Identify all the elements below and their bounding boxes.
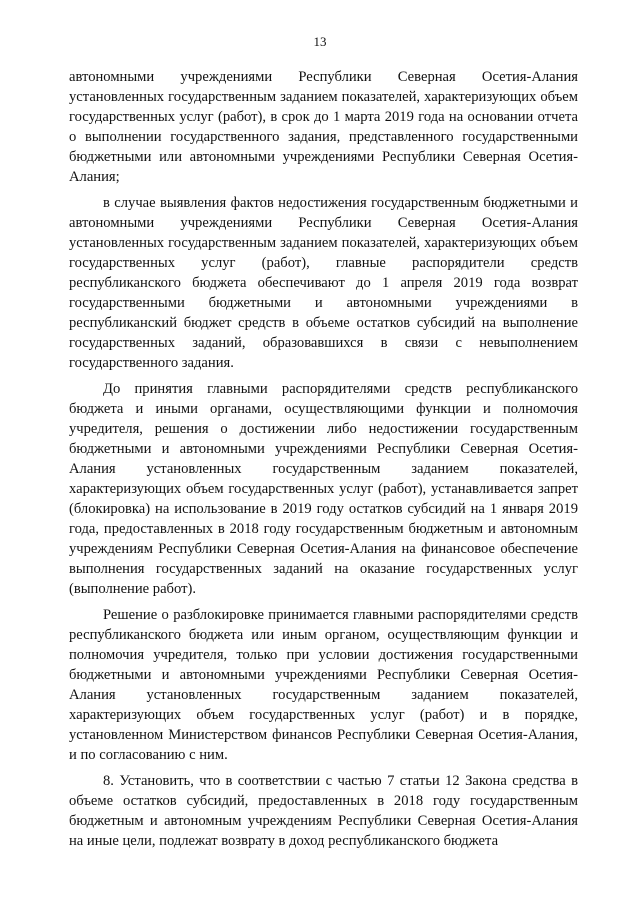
paragraph-5: 8. Установить, что в соответствии с частью 7 статьи 12 Закона средства в объеме остатков субсидий, предоставленных в 2018 году государственным бюджетным и автономным учреждениям Республики Северная Осетия-Алания на иные цели, подлежат возврату в доход республиканского бюджета: [69, 773, 578, 849]
paragraph-1: автономными учреждениями Республики Северная Осетия-Алания установленных государственным заданием показателей, характеризующих объем государственных услуг (работ), в срок до 1 марта 2019 года на основании отчета о выполнении государственного задания, представленного государственными бюджетными или автономными учреждениями Республики Северная Осетия-Алания;: [69, 69, 578, 185]
paragraph-4: Решение о разблокировке принимается главными распорядителями средств республиканского бюджета или иным органом, осуществляющим функции и полномочия учредителя, только при условии достижения государственными бюджетными и автономными учреждениями Республики Северная Осетия-Алания установленных государственным заданием показателей, характеризующих объем государственных услуг (работ) и в порядке, установленном Министерством финансов Республики Северная Осетия-Алания, и по согласованию с ним.: [69, 607, 578, 763]
paragraph-2: в случае выявления фактов недостижения государственным бюджетными и автономными учреждениями Республики Северная Осетия-Алания установленных государственным заданием показателей, характеризующих объем государственных услуг (работ), главные распорядители средств республиканского бюджета обеспечивают до 1 апреля 2019 года возврат государственными бюджетными и автономными учреждениями в республиканский бюджет средств в объеме остатков субсидий на выполнение государственных заданий, образовавшихся в связи с невыполнением государственного задания.: [69, 195, 578, 371]
page-number: 13: [313, 34, 327, 49]
paragraph-3: До принятия главными распорядителями средств республиканского бюджета и иными органами, осуществляющими функции и полномочия учредителя, решения о достижении либо недостижении государственным бюджетными и автономными учреждениями Республики Северная Осетия-Алания установленных государственным заданием показателей, характеризующих объем государственных услуг (работ), устанавливается запрет (блокировка) на использование в 2019 году остатков субсидий на 1 января 2019 года, предоставленных в 2018 году государственным бюджетным и автономным учреждениям Республики Северная Осетия-Алания на финансовое обеспечение выполнения государственных заданий на оказание государственных услуг (выполнение работ).: [69, 381, 578, 597]
document-body: [69, 67, 578, 851]
